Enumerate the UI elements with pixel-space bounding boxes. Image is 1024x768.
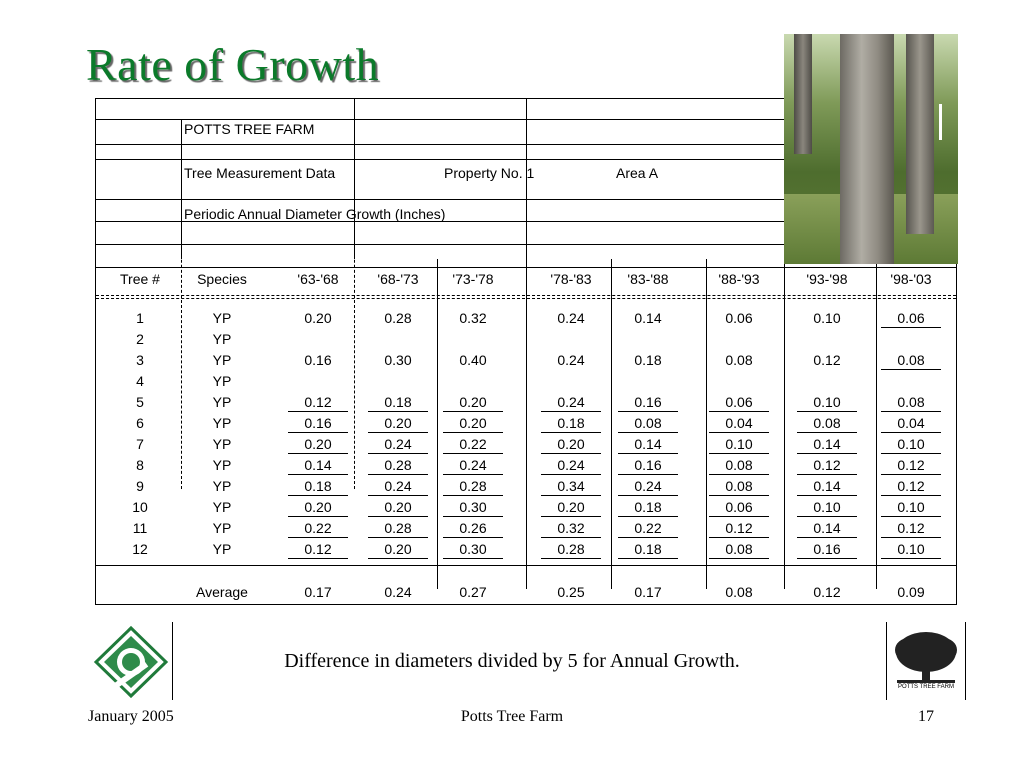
tree-number-cell: 3 — [136, 352, 144, 368]
growth-value-cell: 0.12 — [881, 456, 941, 475]
growth-value-cell: 0.12 — [881, 519, 941, 538]
growth-value-cell: 0.24 — [541, 393, 601, 412]
tree-number-cell: 9 — [136, 478, 144, 494]
grid-line-vertical — [706, 259, 707, 589]
grid-line-horizontal — [96, 565, 956, 566]
species-cell: YP — [212, 478, 232, 494]
growth-value-cell: 0.24 — [618, 477, 678, 496]
grid-line-vertical — [526, 259, 527, 589]
tree-number-cell: 5 — [136, 394, 144, 410]
growth-value-cell: 0.28 — [368, 519, 428, 538]
average-value-cell: 0.09 — [897, 584, 925, 600]
average-value-cell: 0.12 — [813, 584, 841, 600]
growth-value-cell: 0.10 — [709, 435, 769, 454]
tree-number-cell: 6 — [136, 415, 144, 431]
growth-value-cell: 0.18 — [618, 540, 678, 559]
species-cell: YP — [212, 499, 232, 515]
growth-value-cell: 0.06 — [725, 310, 753, 326]
grid-line-horizontal — [96, 267, 956, 268]
property-number: Property No. 1 — [444, 165, 535, 181]
column-header: '88-'93 — [718, 271, 760, 287]
grid-line-vertical — [354, 99, 355, 259]
growth-value-cell: 0.20 — [368, 414, 428, 433]
growth-value-cell: 0.24 — [368, 435, 428, 454]
growth-value-cell: 0.08 — [709, 456, 769, 475]
species-cell: YP — [212, 352, 232, 368]
slide-caption: Difference in diameters divided by 5 for Annual Growth. — [284, 650, 740, 672]
average-label: Average — [196, 584, 248, 600]
growth-value-cell: 0.12 — [881, 477, 941, 496]
footer-org: Potts Tree Farm — [460, 708, 564, 725]
average-value-cell: 0.25 — [557, 584, 585, 600]
growth-value-cell: 0.30 — [384, 352, 412, 368]
growth-label: Periodic Annual Diameter Growth (Inches) — [184, 206, 446, 222]
growth-value-cell: 0.10 — [797, 498, 857, 517]
growth-value-cell: 0.22 — [443, 435, 503, 454]
growth-value-cell: 0.20 — [541, 435, 601, 454]
average-value-cell: 0.08 — [725, 584, 753, 600]
tree-trunk-main — [840, 34, 894, 264]
column-header: '83-'88 — [627, 271, 669, 287]
header-separator-line — [96, 298, 956, 299]
growth-value-cell: 0.18 — [288, 477, 348, 496]
species-cell: YP — [212, 394, 232, 410]
growth-value-cell: 0.08 — [709, 477, 769, 496]
species-cell: YP — [212, 436, 232, 452]
column-header: '63-'68 — [297, 271, 339, 287]
growth-value-cell: 0.20 — [288, 498, 348, 517]
species-cell: YP — [212, 541, 232, 557]
growth-value-cell: 0.14 — [797, 519, 857, 538]
species-cell: YP — [212, 457, 232, 473]
growth-value-cell: 0.14 — [618, 435, 678, 454]
growth-value-cell: 0.14 — [797, 435, 857, 454]
growth-value-cell: 0.16 — [797, 540, 857, 559]
growth-value-cell: 0.18 — [634, 352, 662, 368]
farm-name: POTTS TREE FARM — [184, 121, 315, 137]
growth-value-cell: 0.06 — [881, 309, 941, 328]
growth-value-cell: 0.10 — [797, 393, 857, 412]
growth-value-cell: 0.08 — [725, 352, 753, 368]
growth-value-cell: 0.16 — [618, 456, 678, 475]
growth-value-cell: 0.20 — [541, 498, 601, 517]
growth-value-cell: 0.12 — [288, 540, 348, 559]
grid-line-vertical — [784, 259, 785, 589]
growth-value-cell: 0.20 — [443, 393, 503, 412]
growth-value-cell: 0.12 — [813, 352, 841, 368]
column-header: '98-'03 — [890, 271, 932, 287]
species-cell: YP — [212, 415, 232, 431]
growth-value-cell: 0.24 — [368, 477, 428, 496]
column-header: Tree # — [120, 271, 160, 287]
species-cell: YP — [212, 520, 232, 536]
growth-value-cell: 0.28 — [368, 456, 428, 475]
average-value-cell: 0.17 — [634, 584, 662, 600]
tree-number-cell: 2 — [136, 331, 144, 347]
average-value-cell: 0.24 — [384, 584, 412, 600]
growth-value-cell: 0.04 — [881, 414, 941, 433]
growth-value-cell: 0.12 — [709, 519, 769, 538]
growth-value-cell: 0.12 — [288, 393, 348, 412]
growth-value-cell: 0.30 — [443, 540, 503, 559]
growth-value-cell: 0.24 — [557, 352, 585, 368]
growth-value-cell: 0.16 — [288, 414, 348, 433]
tree-trunk-right — [906, 34, 934, 234]
average-value-cell: 0.17 — [304, 584, 332, 600]
growth-value-cell: 0.08 — [881, 393, 941, 412]
growth-value-cell: 0.20 — [443, 414, 503, 433]
tree-number-cell: 12 — [132, 541, 148, 557]
right-logo-text: POTTS TREE FARM — [898, 684, 954, 690]
growth-value-cell: 0.04 — [709, 414, 769, 433]
growth-value-cell: 0.10 — [881, 435, 941, 454]
species-cell: YP — [212, 373, 232, 389]
growth-value-cell: 0.10 — [881, 540, 941, 559]
tree-number-cell: 4 — [136, 373, 144, 389]
growth-value-cell: 0.32 — [459, 310, 487, 326]
growth-value-cell: 0.08 — [618, 414, 678, 433]
growth-value-cell: 0.14 — [797, 477, 857, 496]
growth-value-cell: 0.18 — [618, 498, 678, 517]
growth-value-cell: 0.32 — [541, 519, 601, 538]
right-logo — [886, 622, 966, 700]
growth-value-cell: 0.24 — [443, 456, 503, 475]
growth-value-cell: 0.22 — [288, 519, 348, 538]
growth-value-cell: 0.24 — [541, 456, 601, 475]
grid-line-vertical — [611, 259, 612, 589]
footer-date: January 2005 — [88, 708, 174, 725]
growth-value-cell: 0.24 — [557, 310, 585, 326]
growth-value-cell: 0.08 — [797, 414, 857, 433]
species-cell: YP — [212, 310, 232, 326]
growth-value-cell: 0.26 — [443, 519, 503, 538]
growth-value-cell: 0.10 — [813, 310, 841, 326]
growth-value-cell: 0.14 — [288, 456, 348, 475]
grid-line-vertical — [181, 119, 182, 259]
growth-value-cell: 0.28 — [443, 477, 503, 496]
area-label: Area A — [616, 165, 659, 181]
growth-value-cell: 0.18 — [368, 393, 428, 412]
tree-trunk-far — [794, 34, 812, 154]
growth-value-cell: 0.20 — [288, 435, 348, 454]
growth-value-cell: 0.12 — [797, 456, 857, 475]
header-separator-line — [96, 295, 956, 296]
growth-value-cell: 0.40 — [459, 352, 487, 368]
growth-value-cell: 0.08 — [881, 351, 941, 370]
growth-value-cell: 0.20 — [368, 498, 428, 517]
tree-number-cell: 10 — [132, 499, 148, 515]
growth-value-cell: 0.20 — [304, 310, 332, 326]
tree-number-cell: 8 — [136, 457, 144, 473]
grid-line-vertical — [437, 259, 438, 589]
footer-page-number: 17 — [918, 708, 934, 725]
growth-value-cell: 0.30 — [443, 498, 503, 517]
grid-line-vertical — [876, 259, 877, 589]
growth-value-cell: 0.34 — [541, 477, 601, 496]
growth-value-cell: 0.08 — [709, 540, 769, 559]
tree-number-cell: 1 — [136, 310, 144, 326]
growth-value-cell: 0.10 — [881, 498, 941, 517]
column-header: '73-'78 — [452, 271, 494, 287]
growth-value-cell: 0.16 — [618, 393, 678, 412]
growth-value-cell: 0.14 — [634, 310, 662, 326]
tree-photo — [784, 34, 958, 264]
growth-value-cell: 0.06 — [709, 393, 769, 412]
column-header: '68-'73 — [377, 271, 419, 287]
growth-value-cell: 0.18 — [541, 414, 601, 433]
column-header: '78-'83 — [550, 271, 592, 287]
species-cell: YP — [212, 331, 232, 347]
tree-number-cell: 7 — [136, 436, 144, 452]
growth-value-cell: 0.20 — [368, 540, 428, 559]
tree-number-cell: 11 — [132, 520, 148, 536]
growth-value-cell: 0.22 — [618, 519, 678, 538]
average-value-cell: 0.27 — [459, 584, 487, 600]
measurement-label: Tree Measurement Data — [184, 165, 336, 181]
growth-value-cell: 0.16 — [304, 352, 332, 368]
slide-title: Rate of Growth — [86, 39, 380, 90]
column-header: '93-'98 — [806, 271, 848, 287]
growth-value-cell: 0.28 — [384, 310, 412, 326]
growth-value-cell: 0.06 — [709, 498, 769, 517]
growth-value-cell: 0.28 — [541, 540, 601, 559]
column-header: Species — [197, 271, 247, 287]
